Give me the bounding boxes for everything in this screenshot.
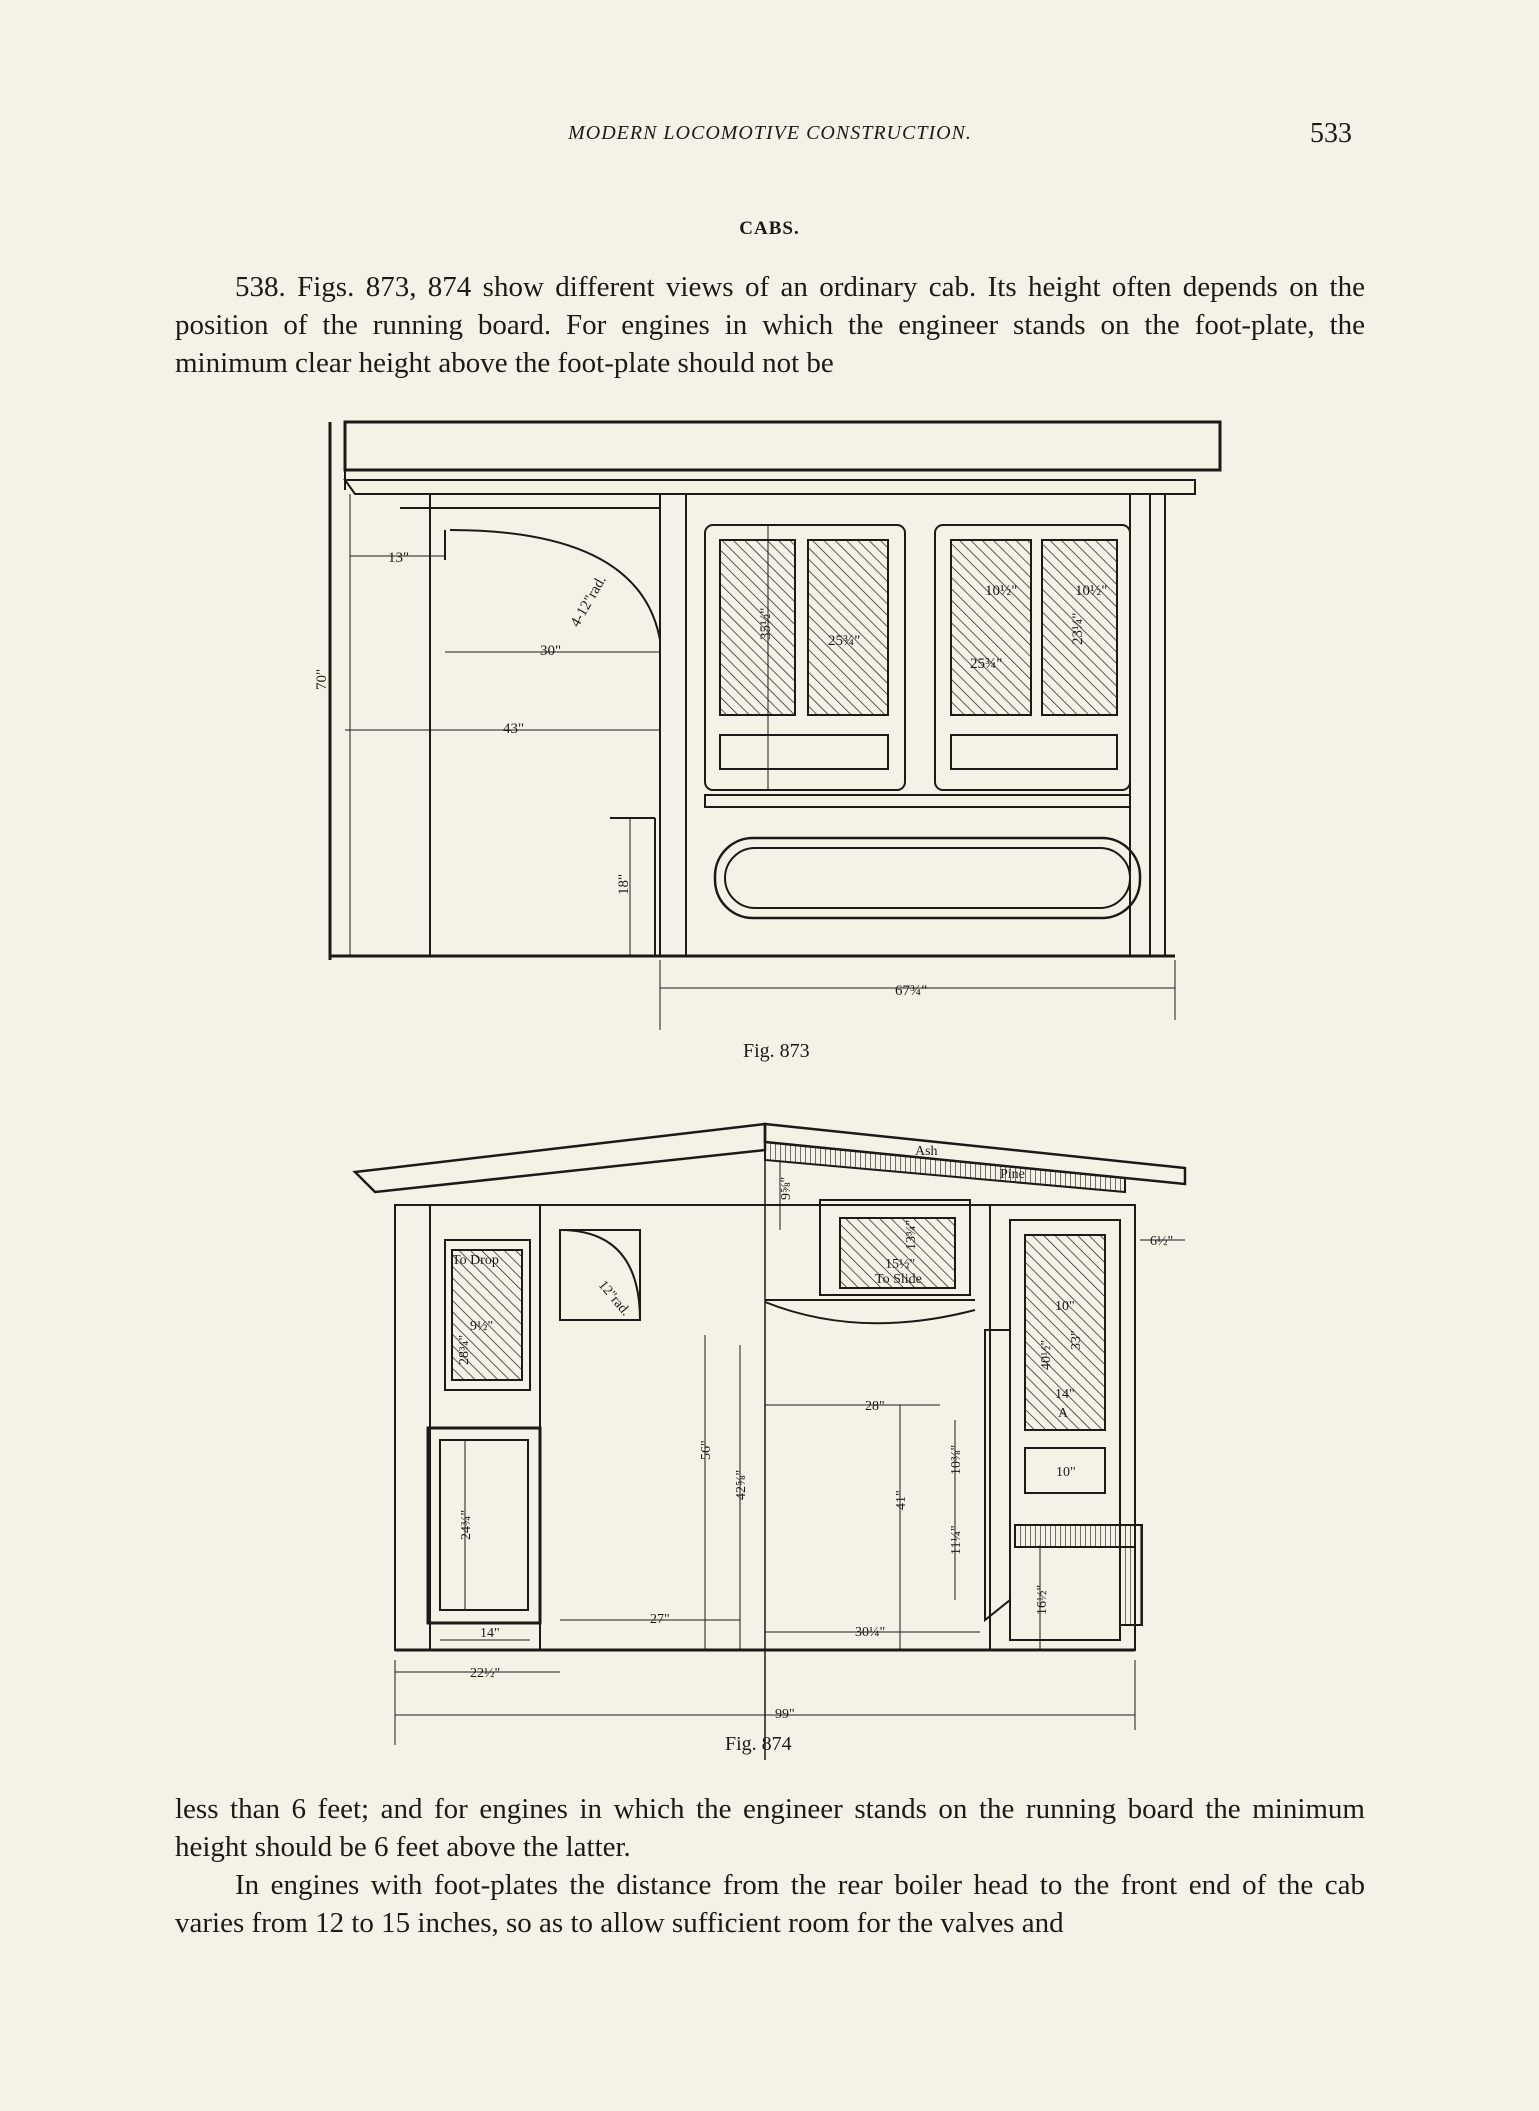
dim-874-33: 33"	[1069, 1330, 1084, 1350]
dim-874-42: 42⅝"	[734, 1469, 749, 1500]
dim-874-16: 16½"	[1035, 1584, 1050, 1615]
label-to-slide: To Slide	[875, 1272, 922, 1287]
dim-874-10a: 10"	[1055, 1299, 1075, 1314]
dim-874-10c: 10"	[1056, 1465, 1076, 1480]
dim-874-13: 13¾"	[904, 1219, 919, 1250]
dim-874-41: 41"	[894, 1490, 909, 1510]
label-to-drop: To Drop	[452, 1253, 499, 1268]
section-heading: CABS.	[739, 218, 800, 239]
dim-874-9a: 9⅝"	[779, 1176, 794, 1200]
figure-874-caption: Fig. 874	[725, 1733, 792, 1755]
dim-874-24: 24¾"	[459, 1509, 474, 1540]
dim-874-30: 30¼"	[855, 1625, 886, 1640]
dim-873-13: 13"	[388, 550, 410, 566]
dim-873-30: 30"	[540, 643, 562, 659]
figure-873-caption: Fig. 873	[743, 1040, 810, 1062]
dim-873-25a: 25¾"	[828, 633, 861, 649]
dim-873-rad: 4-12"rad.	[567, 573, 610, 630]
dim-874-14a: 14"	[1055, 1387, 1075, 1402]
dim-873-70: 70"	[314, 668, 330, 690]
dim-874-10b: 10⅜"	[949, 1444, 964, 1475]
paragraph-foot-plates: In engines with foot-plates the distance from the rear boiler head to the front end of the cab varies from 12 to 15 inches, so as to allow sufficient room for the valves and	[175, 1869, 1365, 1939]
dim-874-27: 27"	[650, 1612, 670, 1627]
left-door-panel	[428, 1428, 540, 1623]
dim-874-rad: 12"rad.	[594, 1277, 633, 1320]
roof-left	[355, 1124, 765, 1192]
dim-874-99: 99"	[775, 1707, 795, 1722]
dim-873-10b: 10½"	[1075, 583, 1108, 599]
dim-874-28b: 28"	[865, 1399, 885, 1414]
page-number: 533	[1310, 118, 1352, 149]
dim-874-9b: 9½"	[470, 1319, 494, 1334]
dim-874-40: 40½"	[1039, 1339, 1054, 1370]
dim-873-10a: 10½"	[985, 583, 1018, 599]
dim-874-28: 28¾"	[457, 1334, 472, 1365]
dim-873-25b: 25¾"	[970, 656, 1003, 672]
paragraph-538: 538. Figs. 873, 874 show different views of an ordinary cab. Its height often depends on the position of the running board. For engines in which the engineer stands on the foot-plate, the minimum clear height above the foot-plate should not be	[175, 271, 1365, 379]
dim-873-67: 67¾"	[895, 983, 928, 999]
dim-874-22: 22½"	[470, 1666, 501, 1681]
dim-874-6: 6½"	[1150, 1234, 1174, 1249]
dim-873-18: 18"	[616, 873, 632, 895]
label-a: A	[1058, 1406, 1069, 1421]
dim-874-15: 15½"	[885, 1257, 916, 1272]
dim-874-56: 56"	[699, 1440, 714, 1460]
dim-873-43: 43"	[503, 721, 525, 737]
label-pine: Pine	[1000, 1167, 1025, 1182]
paragraph-continued: less than 6 feet; and for engines in which the engineer stands on the running board the minimum height should be 6 feet above the latter.	[175, 1793, 1365, 1863]
dim-874-11: 11¼"	[949, 1525, 964, 1555]
running-title: MODERN LOCOMOTIVE CONSTRUCTION.	[568, 122, 972, 144]
dim-873-35: 35½"	[758, 607, 774, 640]
label-ash: Ash	[915, 1144, 938, 1159]
dim-873-23: 23¼"	[1070, 612, 1086, 645]
dim-874-14b: 14"	[480, 1626, 500, 1641]
